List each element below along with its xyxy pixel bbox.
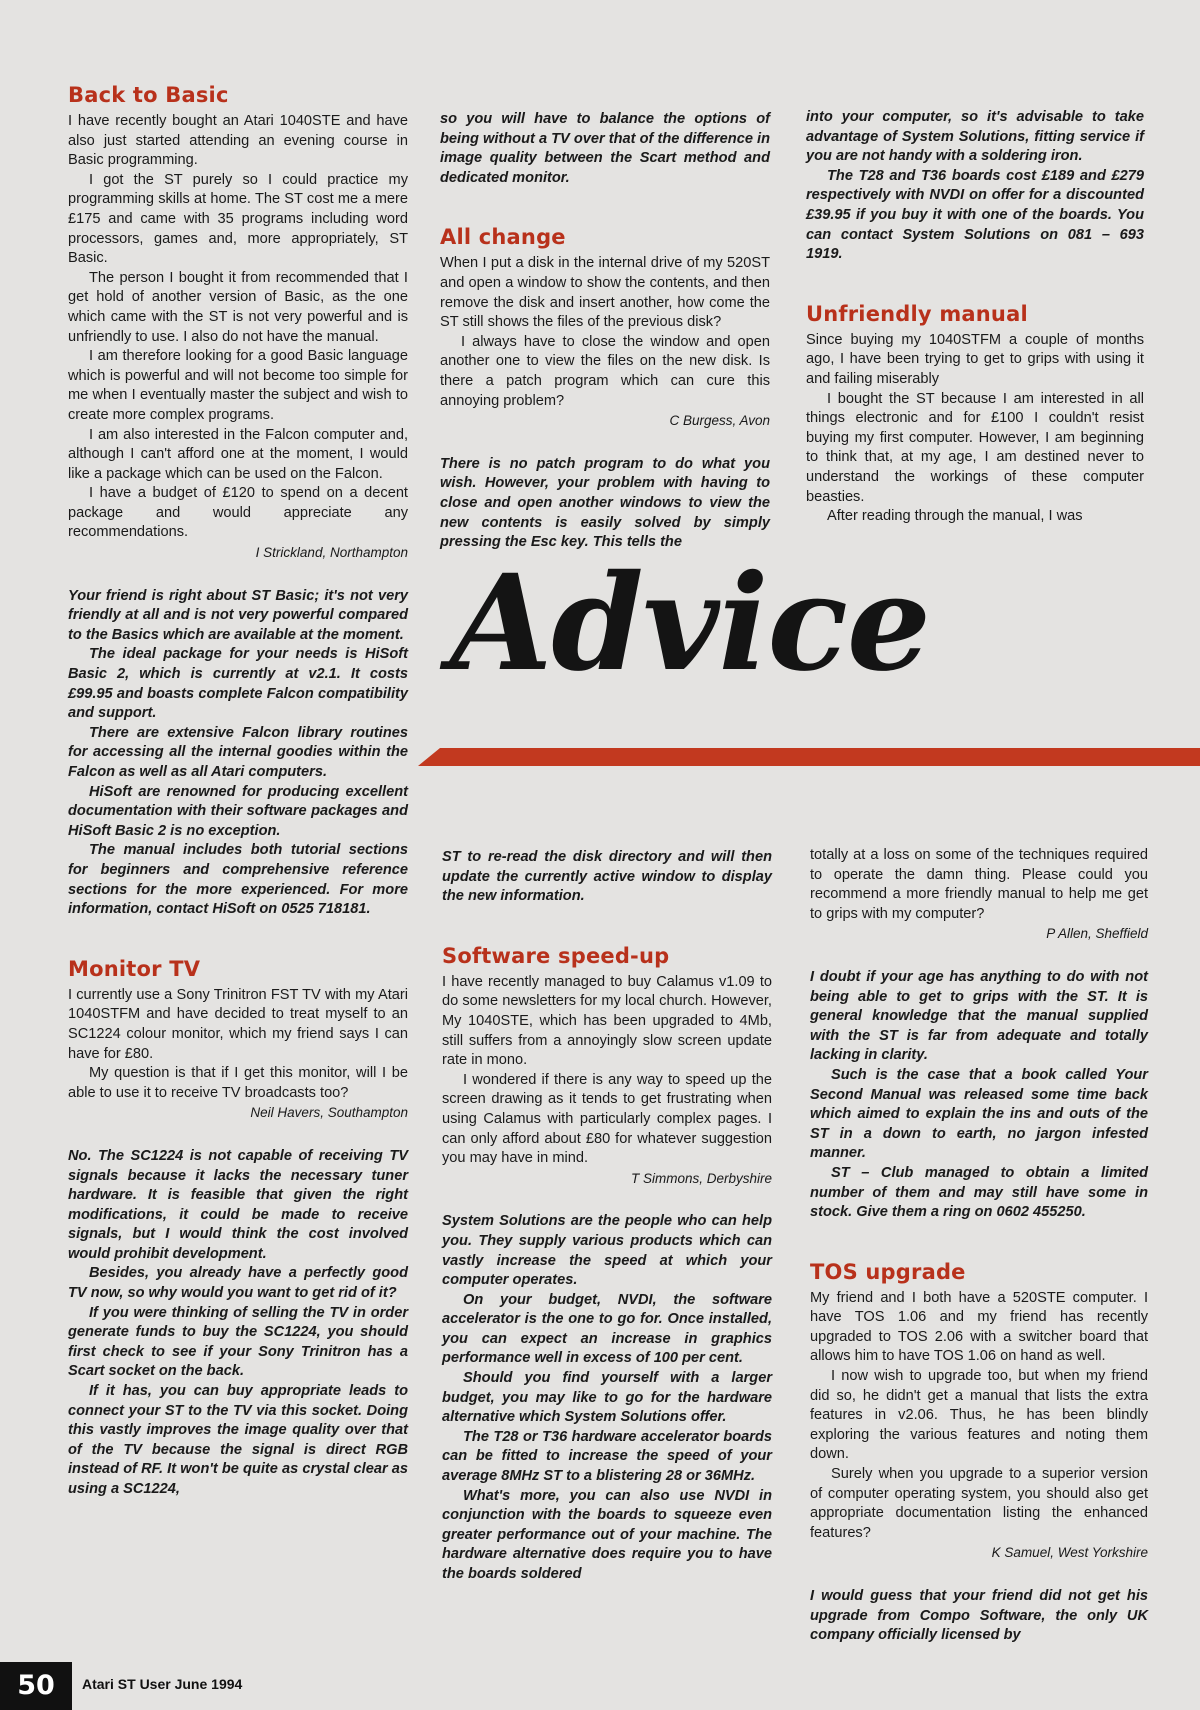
letter-signature: K Samuel, West Yorkshire [991,1545,1148,1561]
answer-paragraph: Such is the case that a book called Your Second Manual was released some time back which aimed to explain the ins and outs of the ST in a down to earth, no jargon infested manner. [810,1066,1148,1162]
letter-paragraph: I bought the ST because I am interested in all things electronic and for £100 I couldn't resist buying my first computer. However, I am beginning to think that, at my age, I am destined never to understand the workings of these computer beasties. [806,390,1144,505]
letter-paragraph: My question is that if I get this monitor, will I be able to use it to receive TV broadcasts too? [68,1065,408,1101]
answer-paragraph: ST to re-read the disk directory and will then update the currently active window to display the new information. [442,849,772,905]
letter-paragraph: I am also interested in the Falcon computer and, although I can't afford one at the moment, I would like a package which can be used on the Falcon. [68,426,408,482]
answer-paragraph: What's more, you can also use NVDI in conjunction with the boards to squeeze even greater performance out of your machine. The hardware alternative does require you to have the boards soldered [442,1487,772,1582]
letter-signature: T Simmons, Derbyshire [630,1170,772,1186]
answer-paragraph: There are extensive Falcon library routines for accessing all the internal goodies within the Falcon as well as all Atari computers. [68,724,408,780]
answer-paragraph: so you will have to balance the options of being without a TV over that of the difference in image quality between the Scart method and dedicated monitor. [440,111,770,186]
answer-paragraph: The T28 and T36 boards cost £189 and £279 respectively with NVDI on offer for a discounted £39.95 if you buy it with one of the boards. You can contact System Solutions on 081 – 693 1919. [806,167,1144,263]
advice-banner-rule [418,748,1200,766]
letter-signature: Neil Havers, Southampton [250,1105,408,1121]
heading-all-change: All change [440,225,566,250]
answer-paragraph: System Solutions are the people who can help you. They supply various products which can vastly increase the speed at which your computer operates. [442,1213,772,1289]
letter-paragraph: Surely when you upgrade to a superior version of computer operating system, you should also get appropriate documentation listing the enhanced features? [810,1466,1148,1541]
letter-paragraph: I always have to close the window and open another one to view the files on the new disk. Is there a patch program which can cure this annoying problem? [440,333,770,409]
answer-paragraph: HiSoft are renowned for producing excellent documentation with their software packages and HiSoft Basic 2 is no exception. [68,783,408,839]
answer-paragraph: Should you find yourself with a larger budget, you may like to go for the hardware alternative which System Solutions offer. [442,1370,772,1426]
page-number: 50 [0,1662,72,1710]
letter-paragraph: I currently use a Sony Trinitron FST TV with my Atari 1040STFM and have decided to treat myself to an SC1224 colour monitor, which my friend says I can have for £80. [68,986,408,1062]
letter-paragraph: After reading through the manual, I was [827,508,1083,525]
column-1 [68,82,408,1500]
column-3-top [806,108,1144,527]
column-2-top [440,110,770,553]
answer-paragraph: On your budget, NVDI, the software accelerator is the one to go for. Once installed, you can expect an increase in graphics performance well in excess of 100 per cent. [442,1291,772,1367]
heading-tos-upgrade: TOS upgrade [810,1259,966,1284]
answer-paragraph: I would guess that your friend did not get his upgrade from Compo Software, the only UK company officially licensed by [810,1588,1148,1644]
letter-paragraph: When I put a disk in the internal drive of my 520ST and open a window to show the contents, and then remove the disk and insert another, how come the ST still shows the files of the previous disk? [440,255,770,331]
answer-paragraph: If you were thinking of selling the TV in order generate funds to buy the SC1224, you should first check to see if your Sony Trinitron has a Scart socket on the back. [68,1304,408,1380]
letter-paragraph: I have a budget of £120 to spend on a decent package and would appreciate any recommendations. [68,485,408,541]
answer-paragraph: ST – Club managed to obtain a limited number of them and may still have some in stock. Give them a ring on 0602 455250. [810,1164,1148,1221]
heading-back-to-basic: Back to Basic [68,83,229,107]
letter-paragraph: I got the ST purely so I could practice my programming skills at home. The ST cost me a mere £175 and came with 35 programs including word processors, games and, more appropriately, ST Basic. [68,171,408,267]
letter-paragraph: My friend and I both have a 520STE computer. I have TOS 1.06 and my friend has recently upgraded to TOS 2.06 with a switcher board that allows him to have TOS 1.06 on hand as well. [810,1289,1148,1365]
answer-paragraph: The T28 or T36 hardware accelerator boards can be fitted to increase the speed of your average 8MHz ST to a blistering 28 or 36MHz. [442,1428,772,1485]
column-3-bottom [810,846,1148,1646]
advice-banner-title: Advice [450,546,930,701]
letter-paragraph: totally at a loss on some of the techniques required to operate the damn thing. Please could you recommend a more friendly manual to help me get to grips with my computer? [810,847,1148,922]
answer-paragraph: I doubt if your age has anything to do with not being able to get to grips with the ST. It is general knowledge that the manual supplied with the ST is far from adequate and totally lacking in clarity. [810,968,1148,1064]
heading-monitor-tv: Monitor TV [68,956,201,981]
letter-paragraph: I now wish to upgrade too, but when my friend did so, he didn't get a manual that lists the extra features in v2.06. Thus, he has been blindly exploring the various features and noting them down. [810,1368,1148,1463]
letter-paragraph: I am therefore looking for a good Basic language which is powerful and will not become too simple for me when I eventually master the subject and wish to create more complex programs. [68,348,408,423]
heading-software-speed-up: Software speed-up [442,943,670,968]
answer-paragraph: The ideal package for your needs is HiSoft Basic 2, which is currently at v2.1. It costs £99.95 and boasts complete Falcon compatibility and support. [68,646,408,722]
letter-paragraph: I have recently bought an Atari 1040STE and have also just started attending an evening course in Basic programming. [68,113,408,169]
answer-paragraph: No. The SC1224 is not capable of receiving TV signals because it lacks the necessary tuner hardware. It is feasible that given the right modifications, it could be made to receive signals, but I would think the cost involved would prohibit development. [68,1147,408,1262]
letter-paragraph: Since buying my 1040STFM a couple of months ago, I have been trying to get to grips with using it and failing miserably [806,331,1144,387]
letter-signature: I Strickland, Northampton [255,545,408,561]
letter-paragraph: The person I bought it from recommended that I get hold of another version of Basic, as the one which came with the ST is not very powerful and is unfriendly to use. I also do not have the manual. [68,269,408,345]
letter-paragraph: I have recently managed to buy Calamus v1.09 to do some newsletters for my local church. However, My 1040STE, which has been upgraded to 4Mb, still suffers from a annoyingly slow screen update rate in mono. [442,973,772,1069]
answer-paragraph: Besides, you already have a perfectly good TV now, so why would you want to get rid of it? [68,1265,408,1302]
answer-paragraph: Your friend is right about ST Basic; it's not very friendly at all and is not very powerful compared to the Basics which are available at the moment. [68,587,408,643]
page-footer [0,1662,600,1710]
heading-unfriendly-manual: Unfriendly manual [806,301,1028,326]
letter-signature: C Burgess, Avon [669,413,770,429]
letter-paragraph: I wondered if there is any way to speed up the screen drawing as it tends to get frustrating when using Calamus with particularly complex pages. I can only afford about £80 for whatever suggestion you may have in mind. [442,1071,772,1167]
letter-signature: P Allen, Sheffield [1046,926,1148,942]
answer-paragraph: into your computer, so it's advisable to take advantage of System Solutions, fitting service if you are not handy with a soldering iron. [806,109,1144,165]
column-2-bottom [442,848,772,1585]
answer-paragraph: The manual includes both tutorial sections for beginners and comprehensive reference sections for the more experienced. For more information, contact HiSoft on 0525 718181. [68,842,408,918]
publication-info: Atari ST User June 1994 [82,1676,243,1692]
answer-paragraph: There is no patch program to do what you wish. However, your problem with having to close and open another windows to view the new contents is easily solved by simply pressing the Esc key. This tells the [440,455,770,551]
answer-paragraph: If it has, you can buy appropriate leads to connect your ST to the TV via this socket. Doing this vastly improves the image quality over that of the TV because the signal is direct RGB instead of RF. It won't be quite as crystal clear as using a SC1224, [68,1383,408,1497]
